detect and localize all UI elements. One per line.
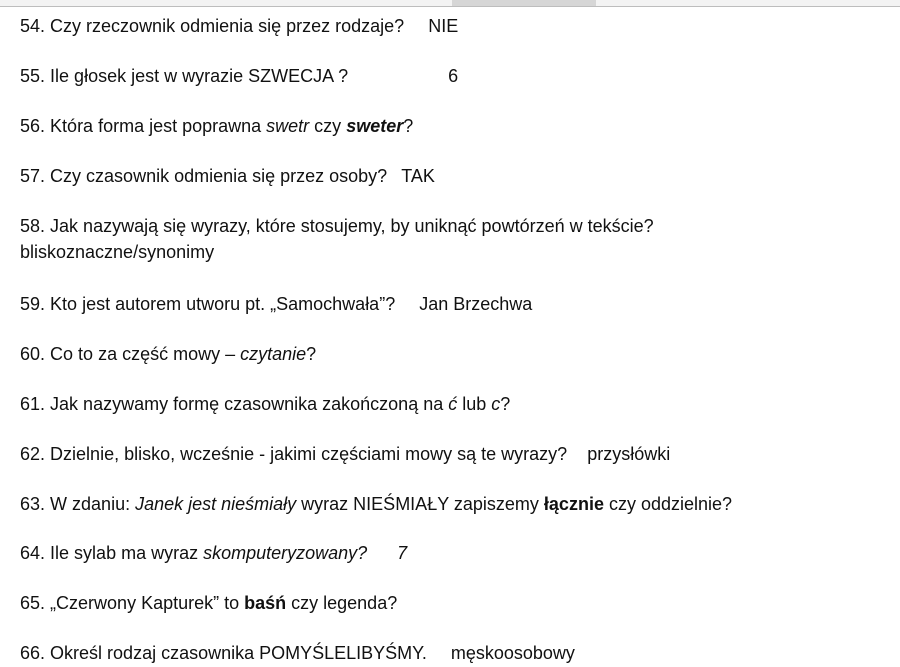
question-text: Jak nazywają się wyrazy, które stosujemy, by uniknąć powtórzeń w tekście? [50, 216, 654, 236]
question-text: ? [500, 394, 511, 414]
question-item [20, 591, 397, 615]
question-text: Jak nazywamy formę czasownika zakończoną na [50, 394, 449, 414]
question-number: 64. [20, 543, 46, 563]
question-text: Ile głosek jest w wyrazie SZWECJA ? [50, 66, 349, 86]
answer-text: TAK [401, 166, 435, 186]
question-text: Janek jest nieśmiały [135, 494, 297, 514]
question-text: czy legenda? [286, 593, 398, 613]
question-text: wyraz NIEŚMIAŁY zapiszemy [296, 494, 544, 514]
answer-text: 7 [397, 543, 408, 563]
question-text: W zdaniu: [50, 494, 136, 514]
answer-text: 6 [448, 66, 459, 86]
question-number: 57. [20, 166, 46, 186]
question-item [20, 114, 413, 138]
question-number: 59. [20, 294, 46, 314]
question-text: czy [309, 116, 347, 136]
question-item [20, 641, 575, 665]
question-text: sweter [346, 116, 404, 136]
question-text: łącznie [543, 494, 604, 514]
question-text: lub [457, 394, 492, 414]
question-text: Określ rodzaj czasownika POMYŚLELIBYŚMY. [50, 643, 427, 663]
question-number: 60. [20, 344, 46, 364]
question-item [20, 392, 510, 416]
question-item [20, 292, 532, 316]
question-text: c [491, 394, 501, 414]
question-item [20, 541, 407, 565]
question-number: 63. [20, 494, 46, 514]
question-text: Czy czasownik odmienia się przez osoby? [50, 166, 388, 186]
answer-text: przysłówki [587, 444, 671, 464]
question-item [20, 342, 316, 366]
question-text: baśń [244, 593, 287, 613]
answer-text: bliskoznaczne/synonimy [20, 242, 215, 262]
question-item [20, 442, 670, 466]
scrollbar-thumb[interactable] [452, 0, 596, 6]
question-number: 62. [20, 444, 46, 464]
question-text: Która forma jest poprawna [50, 116, 267, 136]
question-text: Czy rzeczownik odmienia się przez rodzaje? [50, 16, 405, 36]
question-text: Kto jest autorem utworu pt. „Samochwała”? [50, 294, 396, 314]
answer-text: NIE [428, 16, 459, 36]
question-text: skomputeryzowany? [203, 543, 368, 563]
question-number: 58. [20, 216, 46, 236]
question-text: ć [448, 394, 458, 414]
question-number: 54. [20, 16, 46, 36]
question-text: czytanie [240, 344, 307, 364]
question-item [20, 492, 732, 516]
question-item [20, 164, 435, 188]
question-text: swetr [266, 116, 310, 136]
answer-text: Jan Brzechwa [419, 294, 533, 314]
question-text: czy oddzielnie? [603, 494, 733, 514]
question-number: 55. [20, 66, 46, 86]
question-item [20, 14, 458, 38]
question-item [20, 214, 654, 264]
question-text: ? [403, 116, 414, 136]
question-number: 66. [20, 643, 46, 663]
question-item [20, 64, 458, 88]
answer-text: męskoosobowy [450, 643, 575, 663]
question-number: 56. [20, 116, 46, 136]
question-number: 65. [20, 593, 46, 613]
question-text: Dzielnie, blisko, wcześnie - jakimi częściami mowy są te wyrazy? [50, 444, 568, 464]
question-text: ? [306, 344, 317, 364]
question-text: Ile sylab ma wyraz [50, 543, 204, 563]
question-text: Co to za część mowy – [50, 344, 241, 364]
scrollbar-track[interactable] [0, 0, 900, 7]
question-number: 61. [20, 394, 46, 414]
question-text: „Czerwony Kapturek” to [50, 593, 245, 613]
